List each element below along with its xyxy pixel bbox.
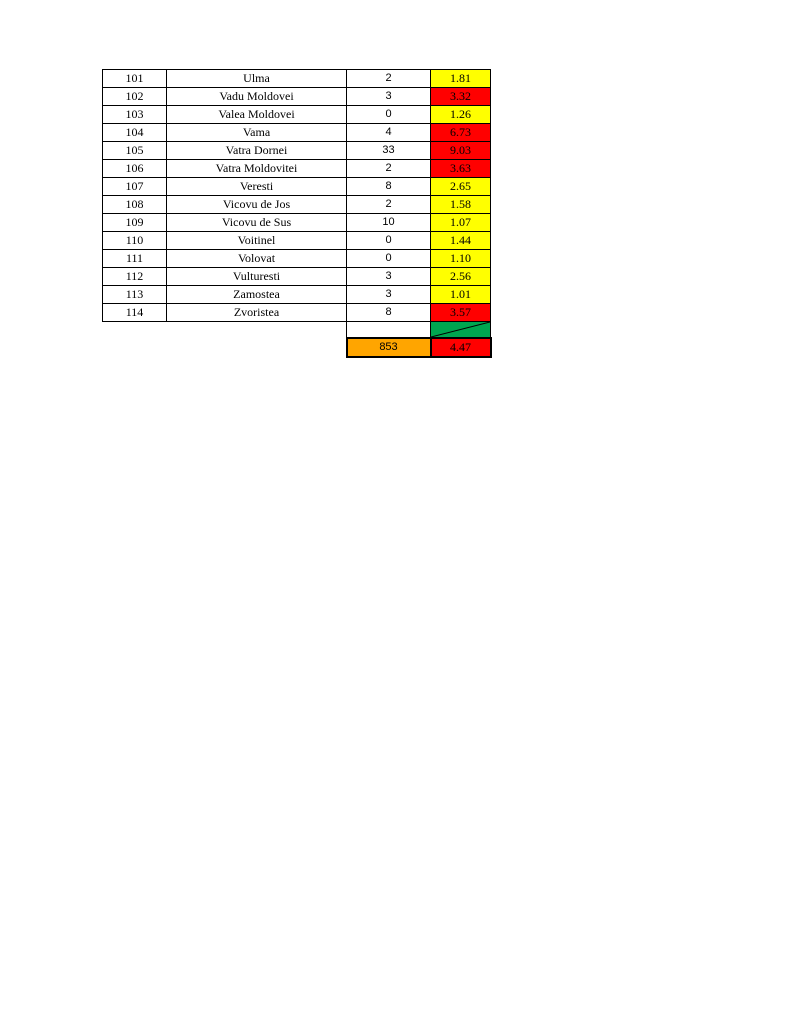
row-number-cell[interactable]: 109 (103, 214, 167, 232)
locality-name-cell[interactable]: Volovat (167, 250, 347, 268)
rate-cell[interactable]: 2.65 (431, 178, 491, 196)
table-row (103, 160, 491, 178)
rate-cell[interactable]: 1.26 (431, 106, 491, 124)
blank-row (103, 322, 491, 339)
locality-name-cell[interactable]: Zvoristea (167, 304, 347, 322)
row-number-cell[interactable]: 107 (103, 178, 167, 196)
row-number-cell[interactable]: 112 (103, 268, 167, 286)
locality-name-cell[interactable]: Ulma (167, 70, 347, 88)
count-cell[interactable]: 8 (347, 178, 431, 196)
locality-name-cell[interactable]: Vicovu de Sus (167, 214, 347, 232)
table-row (103, 214, 491, 232)
rate-cell[interactable]: 1.01 (431, 286, 491, 304)
count-cell[interactable]: 0 (347, 250, 431, 268)
table-row (103, 70, 491, 88)
count-cell[interactable]: 0 (347, 232, 431, 250)
row-number-cell[interactable]: 103 (103, 106, 167, 124)
rate-cell[interactable]: 2.56 (431, 268, 491, 286)
total-count-cell[interactable]: 853 (347, 338, 431, 357)
table-body (103, 70, 491, 322)
blank-cell (103, 322, 167, 339)
total-rate-cell[interactable]: 4.47 (431, 338, 491, 357)
count-cell[interactable]: 10 (347, 214, 431, 232)
locality-name-cell[interactable]: Vatra Moldovitei (167, 160, 347, 178)
rate-cell[interactable]: 3.63 (431, 160, 491, 178)
rate-cell[interactable]: 3.57 (431, 304, 491, 322)
row-number-cell[interactable]: 105 (103, 142, 167, 160)
row-number-cell[interactable]: 113 (103, 286, 167, 304)
blank-cell (103, 338, 167, 357)
table-row (103, 142, 491, 160)
count-cell[interactable]: 4 (347, 124, 431, 142)
table-row (103, 232, 491, 250)
locality-name-cell[interactable]: Zamostea (167, 286, 347, 304)
blank-cell (167, 322, 347, 339)
locality-name-cell[interactable]: Vama (167, 124, 347, 142)
data-table (102, 69, 492, 358)
locality-name-cell[interactable]: Valea Moldovei (167, 106, 347, 124)
row-number-cell[interactable]: 114 (103, 304, 167, 322)
rate-cell[interactable]: 1.07 (431, 214, 491, 232)
rate-cell[interactable]: 1.44 (431, 232, 491, 250)
blank-cell (167, 338, 347, 357)
count-cell[interactable]: 3 (347, 286, 431, 304)
table-row (103, 286, 491, 304)
count-cell[interactable]: 33 (347, 142, 431, 160)
count-cell[interactable]: 2 (347, 196, 431, 214)
table-row (103, 268, 491, 286)
rate-cell[interactable]: 1.10 (431, 250, 491, 268)
count-cell[interactable]: 8 (347, 304, 431, 322)
count-cell[interactable]: 3 (347, 268, 431, 286)
rate-cell[interactable]: 1.58 (431, 196, 491, 214)
locality-name-cell[interactable]: Vatra Dornei (167, 142, 347, 160)
green-marker-cell[interactable] (431, 322, 491, 339)
row-number-cell[interactable]: 101 (103, 70, 167, 88)
table-row (103, 196, 491, 214)
locality-name-cell[interactable]: Vulturesti (167, 268, 347, 286)
table-row (103, 178, 491, 196)
locality-name-cell[interactable]: Vadu Moldovei (167, 88, 347, 106)
table-row (103, 250, 491, 268)
table-row (103, 88, 491, 106)
count-cell[interactable]: 2 (347, 160, 431, 178)
row-number-cell[interactable]: 106 (103, 160, 167, 178)
total-row (103, 338, 491, 357)
row-number-cell[interactable]: 111 (103, 250, 167, 268)
row-number-cell[interactable]: 110 (103, 232, 167, 250)
row-number-cell[interactable]: 102 (103, 88, 167, 106)
rate-cell[interactable]: 6.73 (431, 124, 491, 142)
locality-name-cell[interactable]: Vicovu de Jos (167, 196, 347, 214)
count-cell[interactable]: 3 (347, 88, 431, 106)
rate-cell[interactable]: 1.81 (431, 70, 491, 88)
locality-name-cell[interactable]: Voitinel (167, 232, 347, 250)
count-cell[interactable]: 0 (347, 106, 431, 124)
row-number-cell[interactable]: 108 (103, 196, 167, 214)
blank-count-cell[interactable] (347, 322, 431, 339)
diagonal-line-icon (431, 322, 490, 337)
locality-name-cell[interactable]: Veresti (167, 178, 347, 196)
rate-cell[interactable]: 9.03 (431, 142, 491, 160)
row-number-cell[interactable]: 104 (103, 124, 167, 142)
count-cell[interactable]: 2 (347, 70, 431, 88)
table-row (103, 304, 491, 322)
table-row (103, 106, 491, 124)
rate-cell[interactable]: 3.32 (431, 88, 491, 106)
table-row (103, 124, 491, 142)
